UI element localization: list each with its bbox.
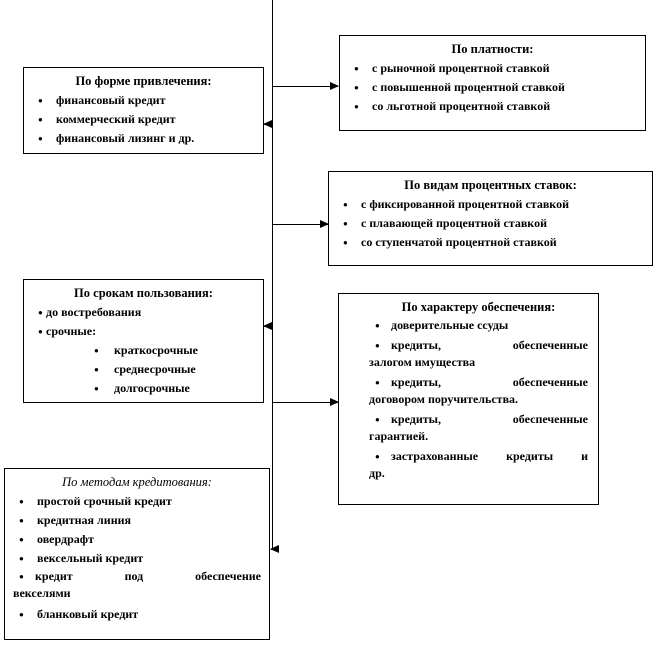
list-item: ● застрахованные кредиты и bbox=[369, 448, 588, 465]
list-item: ● кредитная линия bbox=[13, 511, 261, 530]
list-item: ● среднесрочные bbox=[32, 360, 255, 379]
list-item: ● финансовый кредит bbox=[32, 91, 255, 110]
list-item-continuation: др. bbox=[369, 466, 385, 480]
list-item: ● с плавающей процентной ставкой bbox=[337, 214, 644, 233]
main-vertical-connector bbox=[272, 0, 273, 550]
rates-list bbox=[337, 195, 644, 252]
arrow-to-security bbox=[272, 402, 338, 403]
list-item: ● кредиты, обеспеченные bbox=[369, 374, 588, 391]
methods-list bbox=[13, 492, 261, 624]
terms-list bbox=[32, 303, 255, 341]
form-list bbox=[32, 91, 255, 148]
list-item-continuation: векселями bbox=[13, 586, 71, 600]
list-item: ● вексельный кредит bbox=[13, 549, 261, 568]
security-list bbox=[369, 317, 588, 482]
list-item: ● со ступенчатой процентной ставкой bbox=[337, 233, 644, 252]
list-item: ● бланковый кредит bbox=[13, 605, 261, 624]
list-item: ● коммерческий кредит bbox=[32, 110, 255, 129]
form-box bbox=[23, 67, 264, 154]
list-item: ● простой срочный кредит bbox=[13, 492, 261, 511]
list-item-continuation: гарантией. bbox=[369, 429, 429, 443]
rates-box bbox=[328, 171, 653, 266]
arrow-to-payment bbox=[272, 86, 338, 87]
security-box bbox=[338, 293, 599, 505]
list-item: ● кредит под обеспечение bbox=[13, 568, 261, 585]
list-item: ● долгосрочные bbox=[32, 379, 255, 398]
arrow-to-form bbox=[264, 124, 272, 125]
arrow-to-terms bbox=[264, 326, 272, 327]
list-item: ● краткосрочные bbox=[32, 341, 255, 360]
terms-box bbox=[23, 279, 264, 403]
list-item: ● овердрафт bbox=[13, 530, 261, 549]
rates-title: По видам процентных ставок: bbox=[404, 178, 577, 192]
list-item: ● с рыночной процентной ставкой bbox=[348, 59, 637, 78]
list-item: ● финансовый лизинг и др. bbox=[32, 129, 255, 148]
list-item: ● до востребования bbox=[32, 303, 255, 322]
list-item: ● срочные: bbox=[32, 322, 255, 341]
payment-title: По платности: bbox=[451, 42, 534, 56]
list-item: ● кредиты, обеспеченные bbox=[369, 337, 588, 354]
list-item: ● доверительные ссуды bbox=[369, 317, 588, 334]
methods-box bbox=[4, 468, 270, 640]
list-item-continuation: договором поручительства. bbox=[369, 392, 519, 406]
arrow-to-rates bbox=[272, 224, 328, 225]
payment-list bbox=[348, 59, 637, 116]
list-item: ● со льготной процентной ставкой bbox=[348, 97, 637, 116]
list-item: ● кредиты, обеспеченные bbox=[369, 411, 588, 428]
terms-title: По срокам пользования: bbox=[74, 286, 213, 300]
payment-box bbox=[339, 35, 646, 131]
list-item: ● с фиксированной процентной ставкой bbox=[337, 195, 644, 214]
form-title: По форме привлечения: bbox=[75, 74, 212, 88]
list-item-continuation: залогом имущества bbox=[369, 355, 476, 369]
security-title: По характеру обеспечения: bbox=[401, 300, 556, 314]
arrow-to-methods bbox=[271, 549, 273, 550]
methods-title: По методам кредитования: bbox=[62, 475, 212, 489]
terms-sublist bbox=[32, 341, 255, 398]
list-item: ● с повышенной процентной ставкой bbox=[348, 78, 637, 97]
